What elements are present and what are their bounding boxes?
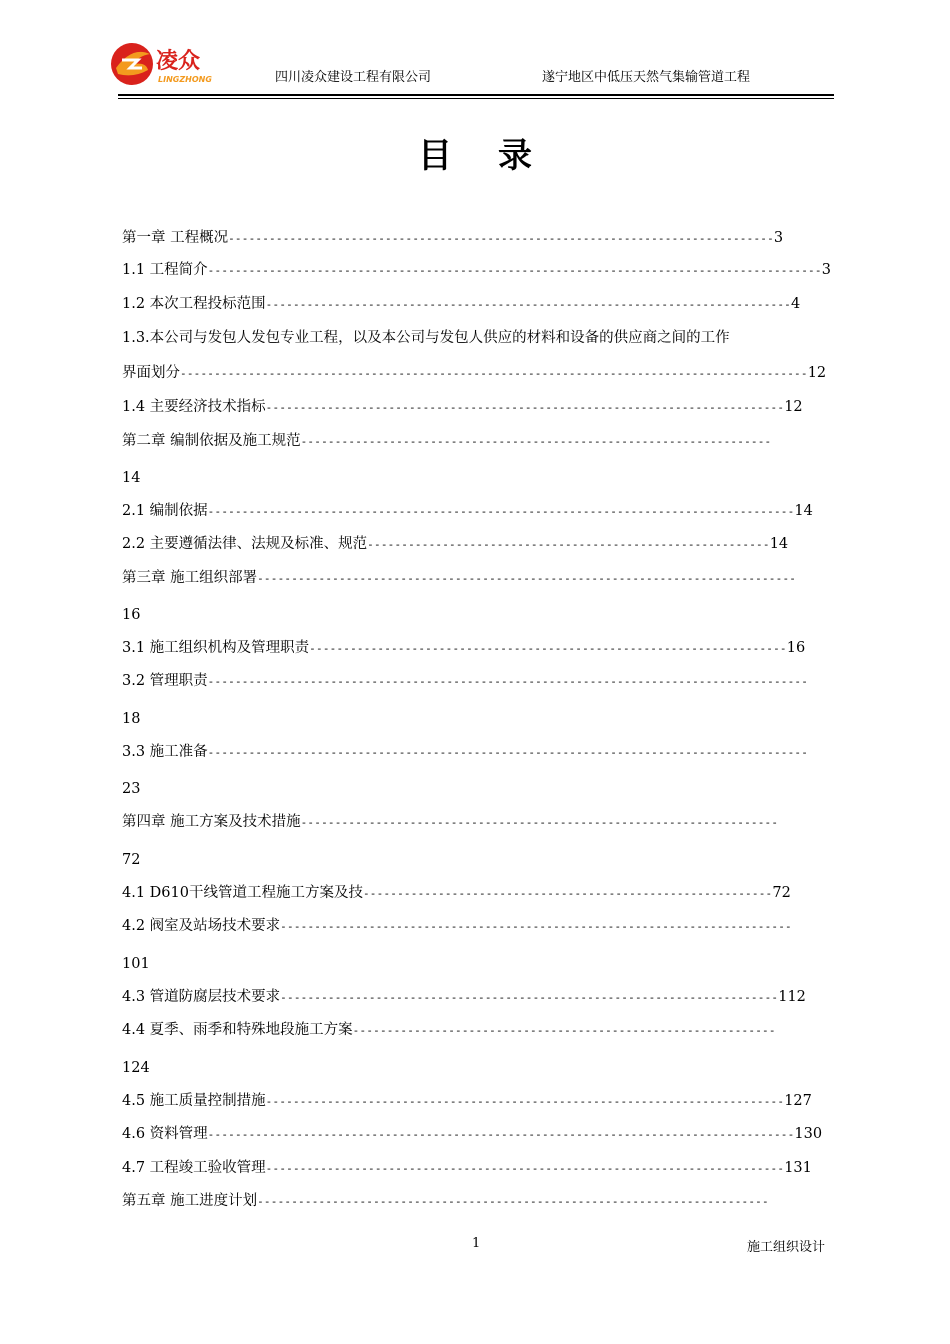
svg-text:凌众: 凌众	[156, 49, 201, 74]
toc-entry-page: 14	[794, 503, 813, 519]
toc-entry-title: 4.7 工程竣工验收管理	[122, 1160, 266, 1176]
toc-entry-title: 3.3 施工准备	[122, 744, 208, 760]
toc-entry[interactable]	[122, 916, 792, 937]
toc-leader-dashes: --------------------------------------------------------------------------------------	[207, 1128, 795, 1141]
toc-entry-title: 4.6 资料管理	[122, 1126, 208, 1142]
toc-entry[interactable]	[122, 294, 800, 315]
toc-entry-title: 1.3.本公司与发包人发包专业工程，以及本公司与发包人供应的材料和设备的供应商之间的工作	[122, 330, 730, 346]
toc-leader-dashes: -----------------------------------------------------------	[367, 538, 770, 551]
toc-entry-title: 14	[122, 470, 141, 486]
toc-leader-dashes: --------------------------------------------------------------------------------------------	[180, 367, 808, 380]
toc-entry[interactable]	[122, 671, 808, 692]
toc-leader-dashes: -------------------------------------------------------------------------------	[257, 572, 797, 585]
toc-entry-page: 131	[784, 1160, 812, 1176]
toc-entry-title: 第三章 施工组织部署	[122, 570, 258, 586]
toc-entry-title: 3.1 施工组织机构及管理职责	[122, 640, 310, 656]
toc-entry[interactable]	[122, 1124, 822, 1145]
toc-entry[interactable]	[122, 779, 140, 799]
toc-entry-page: 12	[807, 365, 827, 381]
toc-entry[interactable]	[122, 468, 140, 488]
toc-leader-dashes: ------------------------------------------------------------	[362, 887, 773, 900]
toc-entry-title: 1.2 本次工程投标范围	[122, 296, 266, 312]
toc-entry[interactable]	[122, 638, 805, 659]
footer-label: 施工组织设计	[747, 1240, 826, 1255]
toc-leader-dashes: ----------------------------------------------------------------------	[300, 816, 779, 829]
toc-entry[interactable]	[122, 883, 791, 904]
header-rule-thin	[118, 98, 834, 99]
toc-entry-title: 4.5 施工质量控制措施	[122, 1093, 266, 1109]
toc-leader-dashes: ------------------------------------------------------------------------------------------	[207, 264, 822, 277]
toc-entry[interactable]	[122, 501, 813, 522]
toc-entry[interactable]	[122, 954, 150, 974]
toc-entry-title: 第四章 施工方案及技术措施	[122, 814, 301, 830]
toc-entry-title: 18	[122, 711, 141, 727]
toc-entry-title: 第一章 工程概况	[122, 230, 229, 246]
toc-entry-title: 2.2 主要遵循法律、法规及标准、规范	[122, 536, 368, 552]
toc-leader-dashes: ----------------------------------------------------------------------------	[265, 401, 785, 414]
toc-entry-title: 1.1 工程简介	[122, 262, 208, 278]
toc-entry-page: 112	[778, 989, 806, 1005]
toc-entry-title: 界面划分	[122, 365, 180, 381]
toc-entry[interactable]	[122, 1191, 769, 1212]
toc-entry-title: 101	[122, 956, 150, 972]
toc-entry-title: 124	[122, 1060, 150, 1076]
toc-entry-title: 16	[122, 607, 141, 623]
toc-entry[interactable]	[122, 431, 771, 452]
toc-entry[interactable]	[122, 328, 730, 348]
toc-entry-title: 4.3 管道防腐层技术要求	[122, 989, 281, 1005]
toc-entry[interactable]	[122, 812, 778, 833]
toc-entry-title: 2.1 编制依据	[122, 503, 208, 519]
toc-entry-page: 4	[791, 296, 801, 312]
footer-page-number: 1	[472, 1236, 481, 1251]
page-header	[0, 0, 950, 110]
toc-entry[interactable]	[122, 1158, 812, 1179]
toc-leader-dashes: ----------------------------------------------------------------------------------------	[207, 675, 809, 688]
header-rule	[118, 94, 834, 96]
toc-entry-title: 23	[122, 781, 141, 797]
toc-entry-page: 130	[794, 1126, 823, 1142]
project-name: 遂宁地区中低压天然气集输管道工程	[542, 70, 751, 85]
toc-entry-title: 3.2 管理职责	[122, 673, 208, 689]
toc-entry-title: 1.4 主要经济技术指标	[122, 399, 266, 415]
toc-entry[interactable]	[122, 260, 831, 281]
toc-entry[interactable]	[122, 397, 803, 418]
toc-entry-page: 72	[772, 885, 791, 901]
toc-entry[interactable]	[122, 363, 826, 384]
toc-entry-page: 14	[769, 536, 789, 552]
toc-entry[interactable]	[122, 1058, 150, 1078]
toc-entry[interactable]	[122, 568, 796, 589]
toc-entry[interactable]	[122, 987, 806, 1008]
toc-leader-dashes: --------------------------------------------------------------	[352, 1024, 776, 1037]
toc-entry[interactable]	[122, 534, 788, 555]
toc-entry-page: 16	[786, 640, 806, 656]
toc-leader-dashes: --------------------------------------------------------------------------------	[228, 232, 774, 245]
toc-entry[interactable]	[122, 1091, 812, 1112]
toc-entry-title: 72	[122, 852, 141, 868]
toc-entry-title: 第五章 施工进度计划	[122, 1193, 258, 1209]
toc-entry-title: 4.2 阀室及站场技术要求	[122, 918, 281, 934]
toc-entry[interactable]	[122, 742, 808, 763]
page-title: 目录	[418, 136, 578, 176]
toc-leader-dashes: --------------------------------------------------------------------------------------	[207, 505, 795, 518]
toc-entry[interactable]	[122, 1020, 776, 1041]
toc-entry[interactable]	[122, 605, 140, 625]
toc-leader-dashes: ---------------------------------------------------------------------	[300, 435, 772, 448]
toc-entry-title: 第二章 编制依据及施工规范	[122, 433, 301, 449]
toc-leader-dashes: ----------------------------------------------------------------------	[309, 642, 787, 655]
svg-text:LINGZHONG: LINGZHONG	[158, 75, 212, 84]
toc-leader-dashes: ---------------------------------------------------------------------------	[257, 1195, 769, 1208]
toc-entry[interactable]	[122, 228, 783, 249]
toc-leader-dashes: -----------------------------------------------------------------------------	[265, 298, 792, 311]
toc-entry-page: 127	[784, 1093, 812, 1109]
toc-entry[interactable]	[122, 709, 140, 729]
toc-entry-title: 4.1 D610干线管道工程施工方案及技	[122, 885, 363, 901]
toc-leader-dashes: ----------------------------------------------------------------------------	[265, 1095, 785, 1108]
company-name: 四川凌众建设工程有限公司	[275, 70, 432, 85]
toc-entry-page: 3	[773, 230, 784, 246]
toc-entry-title: 4.4 夏季、雨季和特殊地段施工方案	[122, 1022, 353, 1038]
toc-leader-dashes: -------------------------------------------------------------------------	[280, 991, 779, 1004]
toc-entry[interactable]	[122, 850, 140, 870]
toc-leader-dashes: ---------------------------------------------------------------------------	[280, 920, 792, 933]
toc-entry-page: 12	[784, 399, 803, 415]
toc-leader-dashes: ----------------------------------------------------------------------------	[265, 1162, 785, 1175]
lingzhong-logo	[108, 38, 214, 90]
toc-entry-page: 3	[821, 262, 831, 278]
toc-leader-dashes: ----------------------------------------------------------------------------------------	[207, 746, 809, 759]
